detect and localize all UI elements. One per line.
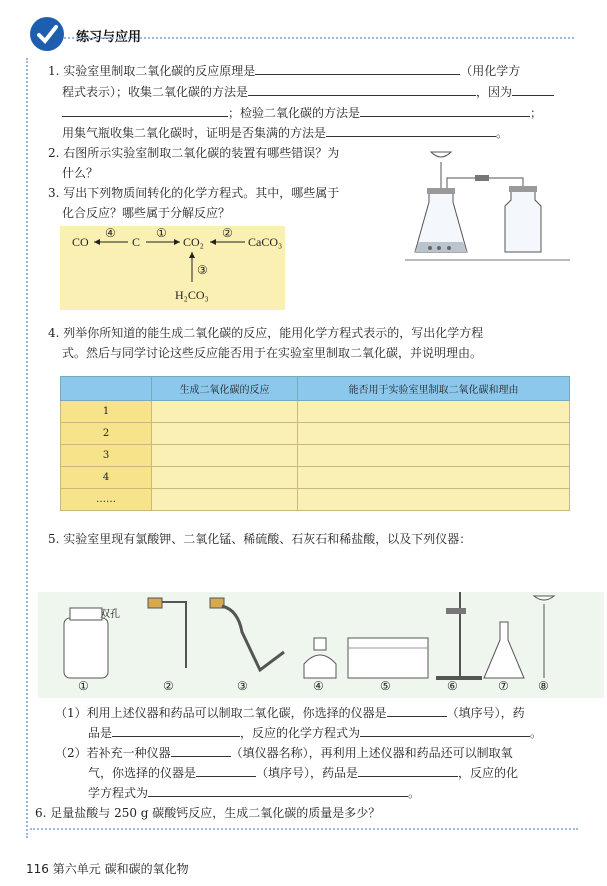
species-co2: CO₂ [183, 235, 204, 249]
table-cell[interactable] [152, 423, 298, 445]
table-header-cell [61, 377, 152, 401]
table-header-cell: 能否用于实验室里制取二氧化碳和理由 [298, 377, 570, 401]
table-row [61, 423, 570, 445]
table-row [61, 445, 570, 467]
instrument-label-2: ② [163, 679, 174, 693]
reaction-label-2: ② [222, 226, 233, 240]
section-title: 练习与应用 [76, 30, 142, 45]
table-cell[interactable] [298, 489, 570, 511]
table-header-row [61, 377, 570, 401]
row-number: 1 [61, 401, 152, 423]
table-cell[interactable] [152, 467, 298, 489]
reaction-label-1: ① [156, 226, 167, 240]
q3-line2: 化合反应？哪些属于分解反应？ [62, 206, 231, 220]
table-cell[interactable] [298, 401, 570, 423]
q3-line1: 3. 写出下列物质间转化的化学方程式。其中，哪些属于 [48, 186, 340, 200]
q5-sub2-line2: 气，你选择的仪器是 （填序号），药品是 ，反应的化 [88, 766, 519, 780]
table-row [61, 467, 570, 489]
q5-sub2-line3: 学方程式为 。 [88, 786, 421, 800]
table-row [61, 401, 570, 423]
species-co: CO [72, 235, 89, 249]
table-cell[interactable] [152, 489, 298, 511]
section-header [0, 0, 607, 54]
table-cell[interactable] [152, 445, 298, 467]
table-cell[interactable] [152, 401, 298, 423]
reaction-label-3: ③ [197, 263, 208, 277]
q2-line2: 什么？ [62, 166, 99, 180]
co2-apparatus-figure [405, 144, 575, 264]
q2-line1: 2. 右图所示实验室制取二氧化碳的装置有哪些错误？为 [48, 146, 340, 160]
unit-title: 碳和碳的氧化物 [104, 862, 189, 876]
q5-sub1-line1: （1）利用上述仪器和药品可以制取二氧化碳，你选择的仪器是 （填序号），药 [55, 706, 525, 720]
row-number: 3 [61, 445, 152, 467]
section-logo-icon [30, 17, 64, 51]
q5-sub2-line1: （2）若补充一种仪器 （填仪器名称），再利用上述仪器和药品还可以制取氧 [55, 746, 513, 760]
q6-line1: 6. 足量盐酸与 250 g 碳酸钙反应，生成二氧化碳的质量是多少？ [35, 806, 381, 820]
side-divider [26, 58, 28, 838]
row-number: 2 [61, 423, 152, 445]
table-cell[interactable] [298, 467, 570, 489]
instrument-label-5: ⑤ [380, 679, 391, 693]
page-footer [26, 860, 189, 877]
q1-line3: ；检验二氧化碳的方法是 ； [62, 105, 542, 120]
row-number: 4 [61, 467, 152, 489]
species-caco3: CaCO₃ [248, 235, 283, 249]
q1-line1: 1. 实验室里制取二氧化碳的反应原理是 （用化学方 [48, 64, 521, 78]
co2-reaction-table [60, 376, 570, 511]
instrument-label-8: ⑧ [538, 679, 549, 693]
table-header-cell: 生成二氧化碳的反应 [152, 377, 298, 401]
instrument-label-1: ① [78, 679, 89, 693]
q1-line4: 用集气瓶收集二氧化碳时，证明是否集满的方法是 。 [62, 126, 509, 140]
q4-line2: 式。然后与同学讨论这些反应能否用于在实验室里制取二氧化碳，并说明理由。 [62, 346, 483, 360]
instrument-label-3: ③ [237, 679, 248, 693]
reaction-label-4: ④ [105, 226, 116, 240]
species-c: C [132, 235, 141, 249]
q4-line1: 4. 列举你所知道的能生成二氧化碳的反应，能用化学方程式表示的，写出化学方程 [48, 326, 484, 340]
instrument-label-7: ⑦ [498, 679, 509, 693]
unit-label: 第六单元 [52, 862, 101, 876]
page-number: 116 [26, 862, 49, 876]
header-divider [64, 37, 574, 39]
row-number: …… [61, 489, 152, 511]
conversion-scheme [60, 226, 285, 310]
q1-line2: 程式表示）；收集二氧化碳的方法是 ，因为 [62, 84, 554, 99]
q5-sub1-line2: 品是 ，反应的化学方程式为 。 [88, 726, 543, 740]
q5-line1: 5. 实验室里现有氯酸钾、二氧化锰、稀硫酸、石灰石和稀盐酸，以及下列仪器： [48, 532, 472, 546]
double-hole-label: 双孔 [100, 609, 120, 620]
instrument-label-4: ④ [313, 679, 324, 693]
table-row [61, 489, 570, 511]
instrument-label-6: ⑥ [447, 679, 458, 693]
species-h2co3: H₂CO₃ [175, 288, 209, 302]
bottom-divider [30, 828, 578, 830]
table-cell[interactable] [298, 445, 570, 467]
table-cell[interactable] [298, 423, 570, 445]
